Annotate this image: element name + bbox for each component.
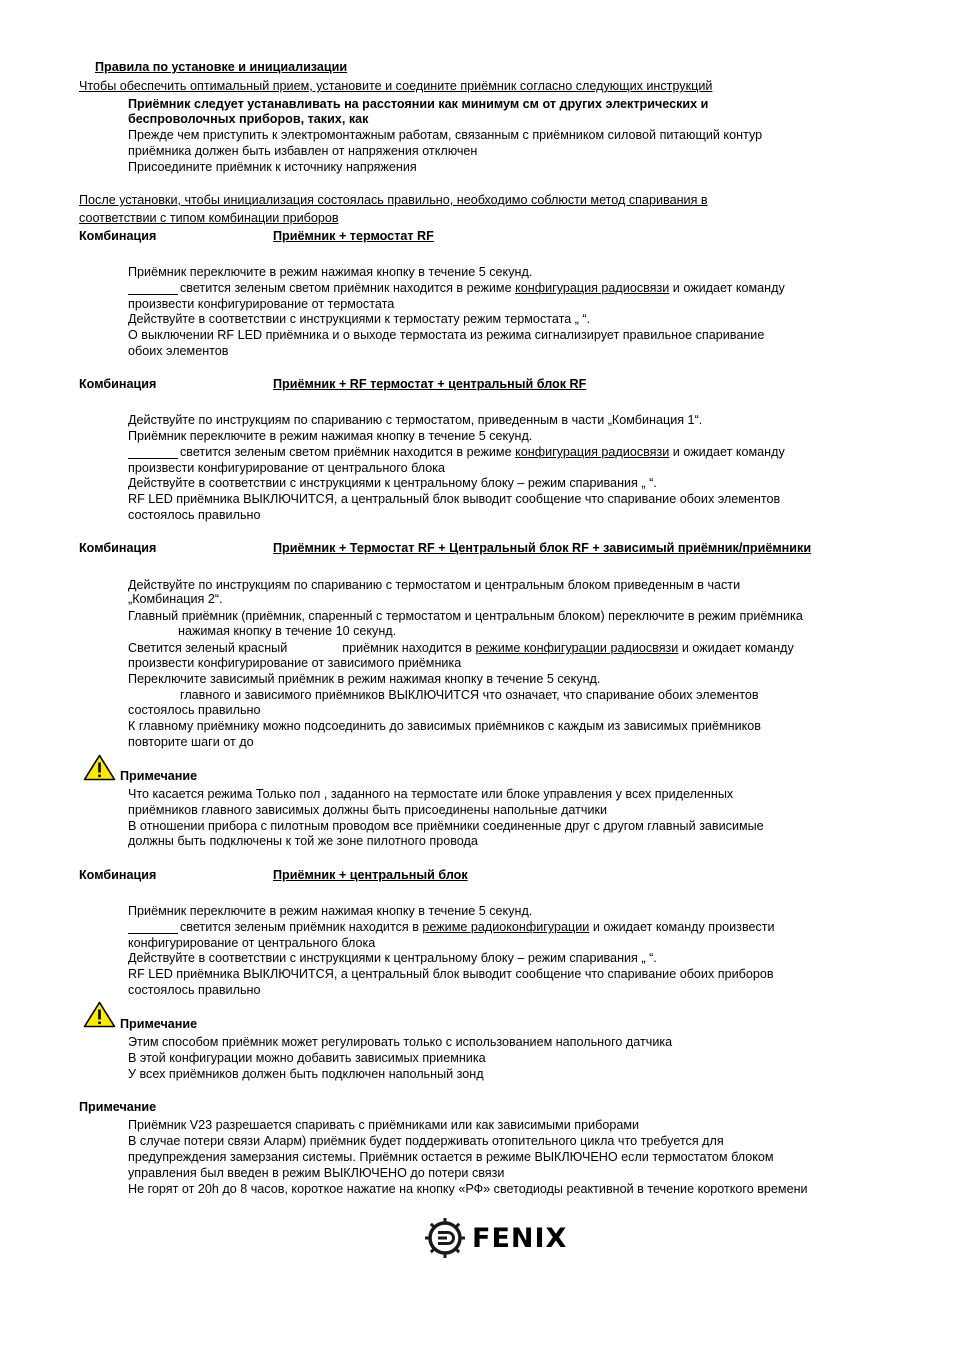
step-text: состоялось правильно xyxy=(128,508,261,522)
step-text: Действуйте по инструкциям по спариванию с термостатом, приведенным в части „Комбинация 1“. xyxy=(128,413,703,427)
instruction-text: Прежде чем приступить к электромонтажным работам, связанным с приёмником силовой питающий контур xyxy=(128,128,763,142)
warning-icon xyxy=(83,1001,116,1033)
step-text: К главному приёмнику можно подсоединить до зависимых приёмников с каждым из зависимых приёмников xyxy=(128,719,761,733)
combination-title: Приёмник + термостат RF xyxy=(273,229,434,243)
note-label: Примечание xyxy=(79,1100,157,1114)
fenix-logo xyxy=(424,1218,567,1258)
instruction-text: приёмника должен быть избавлен от напряжения отключен xyxy=(128,144,478,158)
step-text: светится зеленым светом приёмник находится в режиме конфигурация радиосвязи и ожидает команду xyxy=(180,445,785,459)
step-text: обоих элементов xyxy=(128,344,229,358)
step-text: произвести конфигурирование от зависимого приёмника xyxy=(128,656,462,670)
note-text: должны быть подключены к той же зоне пилотного провода xyxy=(128,834,478,848)
blank-underline xyxy=(128,933,178,934)
note-text: В отношении прибора с пилотным проводом все приёмники соединенные друг с другом главный зависимые xyxy=(128,819,764,833)
step-text: светится зеленым приёмник находится в режиме радиоконфигурации и ожидает команду произвести xyxy=(180,920,775,934)
step-text: Действуйте в соответствии с инструкциями к центральному блоку – режим спаривания „ “. xyxy=(128,951,657,965)
warning-icon xyxy=(83,754,116,786)
step-text: Действуйте в соответствии с инструкциями к центральному блоку – режим спаривания „ “. xyxy=(128,476,657,490)
note-label: Примечание xyxy=(120,1017,198,1031)
instruction-text: Присоедините приёмник к источнику напряжения xyxy=(128,160,417,174)
intro-text: Чтобы обеспечить оптимальный прием, установите и соедините приёмник согласно следующих инструкций xyxy=(79,79,713,93)
section-title: Правила по установке и инициализации xyxy=(95,60,348,74)
note-text: управления был введен в режим ВЫКЛЮЧЕНО до потери связи xyxy=(128,1166,505,1180)
pairing-intro: соответствии с типом комбинации приборов xyxy=(79,211,339,225)
combination-label: Комбинация xyxy=(79,541,157,555)
step-text: светится зеленым светом приёмник находится в режиме конфигурация радиосвязи и ожидает команду xyxy=(180,281,785,295)
fenix-logo-text: FENIX xyxy=(472,1222,568,1254)
note-text: приёмников главного зависимых должны быть присоединены напольные датчики xyxy=(128,803,608,817)
step-text: „Комбинация 2“. xyxy=(128,592,223,606)
step-text: состоялось правильно xyxy=(128,703,261,717)
step-text: Светится зеленый красный приёмник находится в режиме конфигурации радиосвязи и ожидает команду xyxy=(128,641,794,655)
step-text: конфигурирование от центрального блока xyxy=(128,936,376,950)
step-text: произвести конфигурирование от центрального блока xyxy=(128,461,446,475)
step-text: Приёмник переключите в режим нажимая кнопку в течение 5 секунд. xyxy=(128,265,533,279)
note-text: Не горят от 20h до 8 часов, короткое нажатие на кнопку «РФ» светодиоды реактивной в течение короткого времени xyxy=(128,1182,808,1196)
pairing-intro: После установки, чтобы инициализация состоялась правильно, необходимо соблюсти метод спаривания в xyxy=(79,193,708,207)
step-text: нажимая кнопку в течение 10 секунд. xyxy=(178,624,397,638)
note-text: Приёмник V23 разрешается спаривать с приёмниками или как зависимыми приборами xyxy=(128,1118,640,1132)
step-text: О выключении RF LED приёмника и о выходе термостата из режима сигнализирует правильное спаривание xyxy=(128,328,765,342)
note-label: Примечание xyxy=(120,769,198,783)
combination-label: Комбинация xyxy=(79,868,157,882)
combination-label: Комбинация xyxy=(79,377,157,391)
note-text: Этим способом приёмник может регулировать только с использованием напольного датчика xyxy=(128,1035,673,1049)
combination-label: Комбинация xyxy=(79,229,157,243)
step-text: RF LED приёмника ВЫКЛЮЧИТСЯ, а центральный блок выводит сообщение что спаривание обоих приборов xyxy=(128,967,774,981)
step-text: состоялось правильно xyxy=(128,983,261,997)
note-text: В случае потери связи Аларм) приёмник будет поддерживать отопительного цикла что требуется для xyxy=(128,1134,724,1148)
step-text: RF LED приёмника ВЫКЛЮЧИТСЯ, а центральный блок выводит сообщение что спаривание обоих элементов xyxy=(128,492,781,506)
step-text: повторите шаги от до xyxy=(128,735,254,749)
note-text: В этой конфигурации можно добавить зависимых приемника xyxy=(128,1051,486,1065)
step-text: главного и зависимого приёмников ВЫКЛЮЧИТСЯ что означает, что спаривание обоих элементов xyxy=(180,688,759,702)
step-text: Главный приёмник (приёмник, спаренный с термостатом и центральным блоком) переключите в режим приёмника xyxy=(128,609,803,623)
step-text: Приёмник переключите в режим нажимая кнопку в течение 5 секунд. xyxy=(128,429,533,443)
step-text: Действуйте в соответствии с инструкциями к термостату режим термостата „ “. xyxy=(128,312,591,326)
step-text: Переключите зависимый приёмник в режим нажимая кнопку в течение 5 секунд. xyxy=(128,672,601,686)
fenix-logo-icon xyxy=(424,1217,466,1259)
instruction-text: беспроволочных приборов, таких, как xyxy=(128,112,369,126)
combination-title: Приёмник + Термостат RF + Центральный блок RF + зависимый приёмник/приёмники xyxy=(273,541,812,555)
note-text: предупреждения замерзания системы. Приёмник остается в режиме ВЫКЛЮЧЕНО если термостатом блоком xyxy=(128,1150,774,1164)
step-text: произвести конфигурирование от термостата xyxy=(128,297,395,311)
note-text: Что касается режима Только пол , заданного на термостате или блоке управления у всех приделенных xyxy=(128,787,734,801)
step-text: Действуйте по инструкциям по спариванию с термостатом и центральным блоком приведенным в части xyxy=(128,578,741,592)
instruction-text: Приёмник следует устанавливать на расстоянии как минимум см от других электрических и xyxy=(128,97,709,111)
combination-title: Приёмник + центральный блок xyxy=(273,868,468,882)
note-text: У всех приёмников должен быть подключен напольный зонд xyxy=(128,1067,484,1081)
combination-title: Приёмник + RF термостат + центральный блок RF xyxy=(273,377,587,391)
blank-underline xyxy=(128,458,178,459)
blank-underline xyxy=(128,294,178,295)
step-text: Приёмник переключите в режим нажимая кнопку в течение 5 секунд. xyxy=(128,904,533,918)
